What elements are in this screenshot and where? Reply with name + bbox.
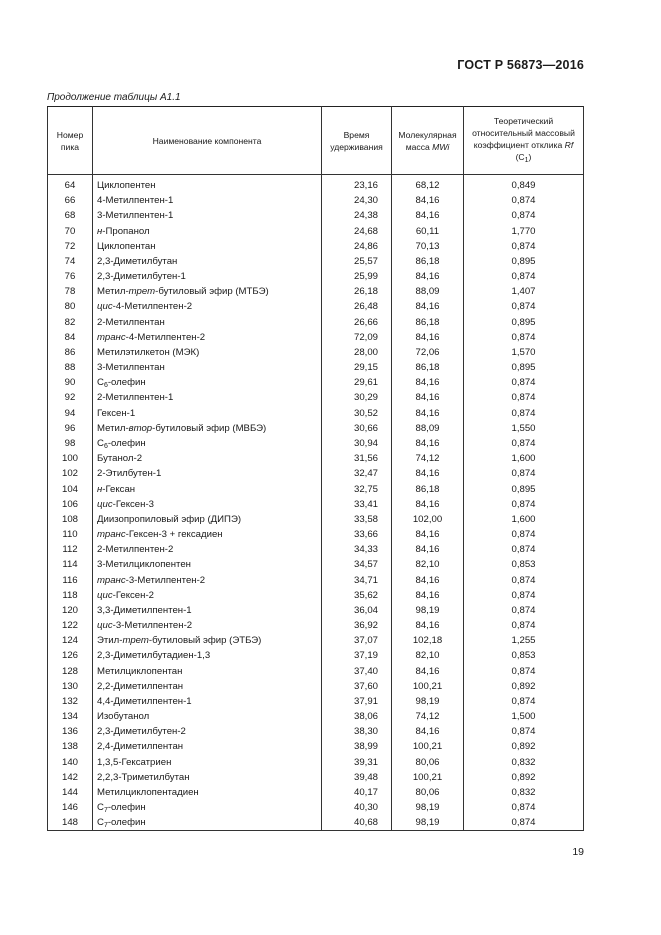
cell-time: 31,56 [322,451,392,466]
cell-mass: 86,18 [392,481,464,496]
table-row [48,755,584,770]
cell-mass: 84,16 [392,193,464,208]
cell-mass: 74,12 [392,451,464,466]
cell-number: 110 [48,527,93,542]
cell-factor: 0,832 [464,755,584,770]
cell-factor: 0,874 [464,694,584,709]
col-header-time: Время удерживания [322,107,392,175]
cell-factor: 0,874 [464,664,584,679]
cell-name: 2,3-Диметилбутадиен-1,3 [93,648,322,663]
cell-name: транс-4-Метилпентен-2 [93,330,322,345]
cell-mass: 86,18 [392,360,464,375]
cell-factor: 0,874 [464,299,584,314]
cell-number: 90 [48,375,93,390]
cell-name: 2,3-Диметилбутен-2 [93,724,322,739]
cell-time: 38,30 [322,724,392,739]
cell-number: 74 [48,254,93,269]
cell-time: 37,07 [322,633,392,648]
cell-mass: 68,12 [392,175,464,194]
cell-number: 146 [48,800,93,815]
cell-mass: 84,16 [392,588,464,603]
cell-mass: 84,16 [392,436,464,451]
cell-number: 100 [48,451,93,466]
table-row [48,724,584,739]
cell-factor: 0,874 [464,724,584,739]
cell-factor: 1,770 [464,224,584,239]
cell-mass: 86,18 [392,254,464,269]
table-row [48,497,584,512]
cell-time: 39,31 [322,755,392,770]
cell-time: 26,48 [322,299,392,314]
cell-name: 2,2-Диметилпентан [93,679,322,694]
cell-number: 112 [48,542,93,557]
cell-mass: 84,16 [392,527,464,542]
cell-time: 37,40 [322,664,392,679]
cell-name: цис-Гексен-3 [93,497,322,512]
table-row [48,618,584,633]
cell-time: 32,75 [322,481,392,496]
cell-factor: 0,874 [464,390,584,405]
cell-name: транс-Гексен-3 + гексадиен [93,527,322,542]
table-row [48,269,584,284]
cell-time: 40,68 [322,815,392,831]
cell-mass: 88,09 [392,284,464,299]
table-row [48,175,584,194]
cell-factor: 0,853 [464,648,584,663]
cell-mass: 84,16 [392,466,464,481]
cell-number: 136 [48,724,93,739]
cell-time: 34,71 [322,572,392,587]
cell-factor: 0,874 [464,269,584,284]
cell-name: Метилциклопентадиен [93,785,322,800]
table-row [48,193,584,208]
cell-number: 84 [48,330,93,345]
cell-name: н-Гексан [93,481,322,496]
cell-mass: 84,16 [392,390,464,405]
cell-factor: 0,895 [464,481,584,496]
table-row [48,633,584,648]
cell-name: 3-Метилпентен-1 [93,208,322,223]
cell-number: 130 [48,679,93,694]
cell-time: 33,66 [322,527,392,542]
cell-number: 72 [48,239,93,254]
table-row [48,800,584,815]
cell-name: 4,4-Диметилпентен-1 [93,694,322,709]
table-row [48,572,584,587]
table-row [48,481,584,496]
cell-time: 34,33 [322,542,392,557]
table-row [48,770,584,785]
cell-mass: 84,16 [392,664,464,679]
cell-time: 72,09 [322,330,392,345]
cell-time: 30,52 [322,406,392,421]
cell-mass: 98,19 [392,815,464,831]
cell-name: Метилциклопентан [93,664,322,679]
cell-name: $C_7$-олефин [93,800,322,815]
cell-mass: 84,16 [392,497,464,512]
table-body [48,175,584,831]
cell-mass: 98,19 [392,694,464,709]
cell-time: 36,04 [322,603,392,618]
table-row [48,406,584,421]
cell-time: 30,29 [322,390,392,405]
table-row [48,390,584,405]
table-row [48,512,584,527]
table-row [48,451,584,466]
cell-mass: 84,16 [392,542,464,557]
cell-factor: 0,874 [464,815,584,831]
cell-factor: 1,500 [464,709,584,724]
cell-factor: 0,874 [464,497,584,512]
cell-name: Метил-трет-бутиловый эфир (МТБЭ) [93,284,322,299]
table-row [48,542,584,557]
cell-factor: 1,550 [464,421,584,436]
cell-factor: 0,874 [464,239,584,254]
cell-number: 120 [48,603,93,618]
cell-number: 98 [48,436,93,451]
cell-number: 76 [48,269,93,284]
cell-number: 124 [48,633,93,648]
cell-factor: 0,892 [464,679,584,694]
table-row [48,679,584,694]
cell-time: 29,15 [322,360,392,375]
cell-time: 25,99 [322,269,392,284]
cell-mass: 84,16 [392,269,464,284]
cell-time: 40,30 [322,800,392,815]
cell-factor: 0,874 [464,466,584,481]
cell-factor: 1,407 [464,284,584,299]
cell-name: Циклопентен [93,175,322,194]
cell-factor: 0,874 [464,588,584,603]
cell-name: Циклопентан [93,239,322,254]
table-row [48,648,584,663]
cell-number: 92 [48,390,93,405]
cell-factor: 0,874 [464,330,584,345]
cell-time: 37,91 [322,694,392,709]
cell-time: 33,58 [322,512,392,527]
table-row [48,588,584,603]
table-row [48,284,584,299]
table-row [48,603,584,618]
cell-name: транс-3-Метилпентен-2 [93,572,322,587]
cell-name: $C_7$-олефин [93,815,322,831]
table-row [48,315,584,330]
cell-time: 40,17 [322,785,392,800]
cell-mass: 84,16 [392,406,464,421]
cell-name: 2,2,3-Триметилбутан [93,770,322,785]
cell-name: Метилэтилкетон (МЭК) [93,345,322,360]
cell-name: н-Пропанол [93,224,322,239]
standard-number: ГОСТ Р 56873—2016 [457,58,584,72]
cell-number: 140 [48,755,93,770]
cell-name: 1,3,5-Гексатриен [93,755,322,770]
cell-number: 88 [48,360,93,375]
cell-name: цис-4-Метилпентен-2 [93,299,322,314]
cell-factor: 1,255 [464,633,584,648]
cell-time: 23,16 [322,175,392,194]
cell-factor: 0,832 [464,785,584,800]
cell-factor: 0,874 [464,800,584,815]
cell-name: цис-3-Метилпентен-2 [93,618,322,633]
cell-mass: 84,16 [392,618,464,633]
cell-number: 144 [48,785,93,800]
cell-mass: 84,16 [392,208,464,223]
cell-number: 116 [48,572,93,587]
cell-time: 36,92 [322,618,392,633]
cell-time: 26,66 [322,315,392,330]
cell-mass: 74,12 [392,709,464,724]
cell-time: 30,94 [322,436,392,451]
cell-time: 24,86 [322,239,392,254]
table-row [48,224,584,239]
cell-name: 3-Метилпентан [93,360,322,375]
cell-factor: 0,895 [464,254,584,269]
cell-number: 86 [48,345,93,360]
cell-factor: 0,874 [464,208,584,223]
cell-time: 37,60 [322,679,392,694]
table-row [48,466,584,481]
col-header-mass: Молекулярная масса MWi [392,107,464,175]
cell-time: 37,19 [322,648,392,663]
cell-factor: 0,849 [464,175,584,194]
cell-time: 35,62 [322,588,392,603]
cell-name: 2-Метилпентан [93,315,322,330]
cell-mass: 100,21 [392,679,464,694]
cell-mass: 100,21 [392,739,464,754]
cell-number: 68 [48,208,93,223]
cell-number: 134 [48,709,93,724]
cell-name: Гексен-1 [93,406,322,421]
cell-factor: 0,874 [464,436,584,451]
cell-mass: 98,19 [392,603,464,618]
page-number: 19 [572,846,584,858]
cell-number: 142 [48,770,93,785]
cell-number: 64 [48,175,93,194]
cell-number: 78 [48,284,93,299]
cell-factor: 1,600 [464,451,584,466]
table-row [48,664,584,679]
cell-number: 108 [48,512,93,527]
cell-time: 30,66 [322,421,392,436]
table-row [48,208,584,223]
cell-factor: 1,570 [464,345,584,360]
cell-name: 2-Метилпентен-2 [93,542,322,557]
table-row [48,330,584,345]
table-header-row [48,107,584,175]
cell-time: 26,18 [322,284,392,299]
cell-name: Бутанол-2 [93,451,322,466]
table-row [48,709,584,724]
cell-name: 4-Метилпентен-1 [93,193,322,208]
table-row [48,360,584,375]
cell-time: 34,57 [322,557,392,572]
cell-number: 118 [48,588,93,603]
cell-mass: 102,00 [392,512,464,527]
cell-mass: 72,06 [392,345,464,360]
table-row [48,375,584,390]
cell-time: 24,38 [322,208,392,223]
table-row [48,694,584,709]
table-continuation-caption: Продолжение таблицы А1.1 [47,92,181,103]
cell-factor: 0,892 [464,739,584,754]
col-header-name: Наименование компонента [93,107,322,175]
cell-name: Метил-втор-бутиловый эфир (МВБЭ) [93,421,322,436]
cell-number: 82 [48,315,93,330]
cell-factor: 0,895 [464,360,584,375]
cell-number: 128 [48,664,93,679]
cell-number: 102 [48,466,93,481]
cell-name: $C_6$-олефин [93,375,322,390]
cell-mass: 102,18 [392,633,464,648]
cell-time: 24,68 [322,224,392,239]
cell-name: 2-Метилпентен-1 [93,390,322,405]
cell-factor: 0,874 [464,193,584,208]
cell-name: 3-Метилциклопентен [93,557,322,572]
cell-name: Диизопропиловый эфир (ДИПЭ) [93,512,322,527]
cell-mass: 84,16 [392,375,464,390]
cell-mass: 100,21 [392,770,464,785]
cell-number: 70 [48,224,93,239]
cell-mass: 98,19 [392,800,464,815]
cell-mass: 84,16 [392,724,464,739]
cell-name: 2-Этилбутен-1 [93,466,322,481]
cell-number: 126 [48,648,93,663]
cell-mass: 84,16 [392,572,464,587]
cell-time: 39,48 [322,770,392,785]
cell-factor: 0,874 [464,375,584,390]
cell-mass: 82,10 [392,557,464,572]
table-row [48,436,584,451]
cell-number: 132 [48,694,93,709]
cell-number: 148 [48,815,93,831]
cell-factor: 0,874 [464,572,584,587]
cell-time: 33,41 [322,497,392,512]
cell-mass: 88,09 [392,421,464,436]
cell-number: 94 [48,406,93,421]
cell-number: 80 [48,299,93,314]
cell-mass: 80,06 [392,785,464,800]
cell-name: Этил-трет-бутиловый эфир (ЭТБЭ) [93,633,322,648]
cell-time: 25,57 [322,254,392,269]
cell-number: 122 [48,618,93,633]
cell-name: 2,3-Диметилбутен-1 [93,269,322,284]
cell-name: Изобутанол [93,709,322,724]
table-row [48,739,584,754]
table-row [48,299,584,314]
cell-mass: 60,11 [392,224,464,239]
table-row [48,557,584,572]
cell-factor: 0,874 [464,527,584,542]
cell-factor: 0,874 [464,406,584,421]
cell-name: 2,4-Диметилпентан [93,739,322,754]
cell-time: 28,00 [322,345,392,360]
cell-name: $C_6$-олефин [93,436,322,451]
cell-number: 114 [48,557,93,572]
cell-mass: 86,18 [392,315,464,330]
cell-time: 38,99 [322,739,392,754]
table-row [48,345,584,360]
cell-time: 32,47 [322,466,392,481]
components-table [47,106,584,831]
table-row [48,421,584,436]
cell-factor: 0,895 [464,315,584,330]
col-header-factor: Теоретический относительный массовый коэффициент отклика Rf $(C_1)$ [464,107,584,175]
table-row [48,527,584,542]
table-row [48,815,584,831]
cell-factor: 0,874 [464,542,584,557]
cell-mass: 80,06 [392,755,464,770]
cell-mass: 82,10 [392,648,464,663]
cell-mass: 84,16 [392,299,464,314]
cell-mass: 70,13 [392,239,464,254]
cell-factor: 0,853 [464,557,584,572]
cell-factor: 0,892 [464,770,584,785]
cell-number: 66 [48,193,93,208]
table-row [48,254,584,269]
table-row [48,239,584,254]
cell-time: 38,06 [322,709,392,724]
cell-name: цис-Гексен-2 [93,588,322,603]
cell-name: 2,3-Диметилбутан [93,254,322,269]
cell-factor: 1,600 [464,512,584,527]
cell-number: 104 [48,481,93,496]
cell-number: 106 [48,497,93,512]
cell-number: 138 [48,739,93,754]
cell-name: 3,3-Диметилпентен-1 [93,603,322,618]
cell-mass: 84,16 [392,330,464,345]
cell-time: 29,61 [322,375,392,390]
cell-time: 24,30 [322,193,392,208]
cell-factor: 0,874 [464,603,584,618]
table-row [48,785,584,800]
col-header-number: Номер пика [48,107,93,175]
cell-number: 96 [48,421,93,436]
cell-factor: 0,874 [464,618,584,633]
